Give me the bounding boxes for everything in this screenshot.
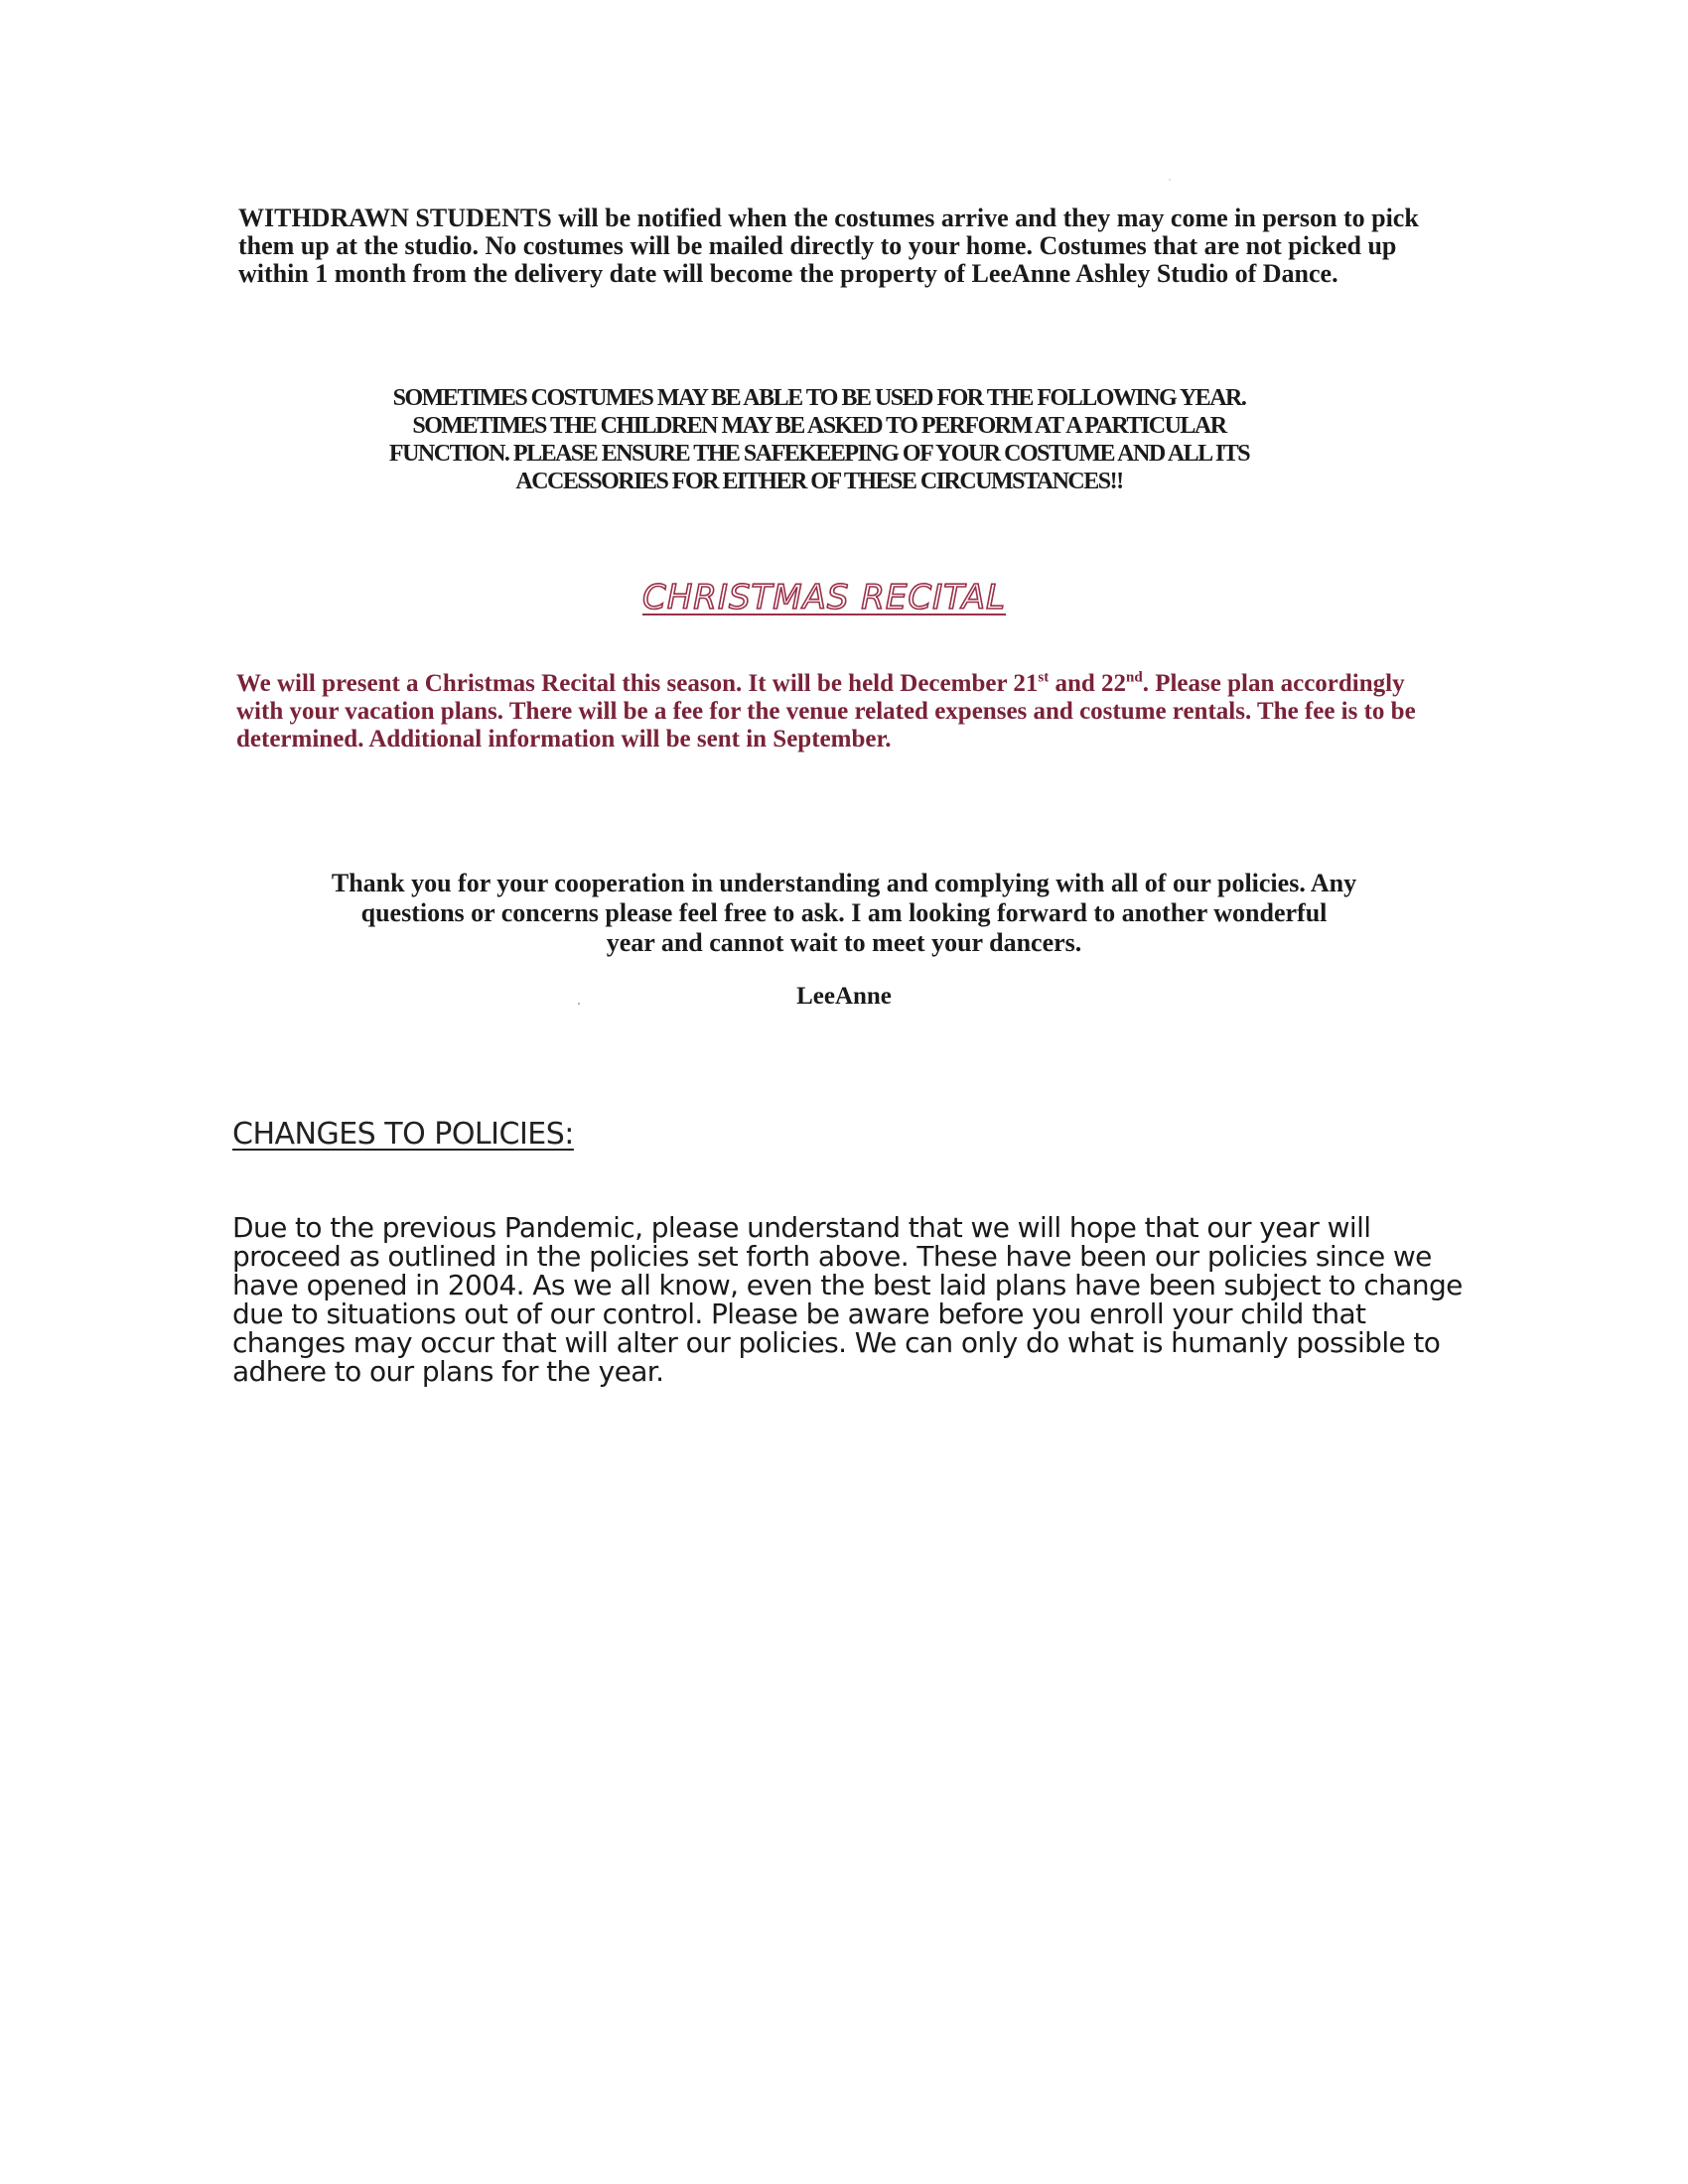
thank-you-line: year and cannot wait to meet your dancers. [606, 928, 1082, 957]
changes-to-policies-heading: CHANGES TO POLICIES: [232, 1117, 574, 1152]
safekeeping-line: SOMETIMES THE CHILDREN MAY BE ASKED TO PERFORM AT A PARTICULAR [412, 413, 1226, 439]
thank-you-line: questions or concerns please feel free to ask. I am looking forward to another wonderful [360, 898, 1328, 927]
scan-speck [578, 1003, 580, 1005]
recital-text-3: . Please plan accordingly with your vacation plans. There will be a fee for the venue related expenses and costume rentals. The fee is to be determined. Additional information will be sent in September. [236, 670, 1416, 752]
ordinal-nd: nd [1126, 669, 1143, 686]
signature: LeeAnne [796, 983, 892, 1010]
safekeeping-line: FUNCTION. PLEASE ENSURE THE SAFEKEEPING OF YOUR COSTUME AND ALL ITS [388, 441, 1250, 467]
recital-text-2: and 22 [1049, 670, 1127, 697]
safekeeping-line: ACCESSORIES FOR EITHER OF THESE CIRCUMSTANCES!! [515, 469, 1123, 494]
thank-you-line: Thank you for your cooperation in understanding and complying with all of our policies. Any [331, 869, 1357, 897]
recital-text-1: We will present a Christmas Recital this season. It will be held December 21 [236, 670, 1039, 697]
ordinal-st: st [1038, 669, 1050, 686]
christmas-recital-heading: CHRISTMAS RECITAL [641, 578, 1006, 617]
safekeeping-line: SOMETIMES COSTUMES MAY BE ABLE TO BE USED FOR THE FOLLOWING YEAR. [392, 385, 1246, 411]
changes-to-policies-body: Due to the previous Pandemic, please understand that we will hope that our year will proceed as outlined in the policies set forth above. These have been our policies since we have opened in 2004. As we all know, even the best laid plans have been subject to change due to situations out of our control. Please be aware before you enroll your child that changes may occur that will alter our policies. We can only do what is humanly possible to adhere to our plans for the year. [232, 1211, 1463, 1388]
christmas-recital-details [236, 670, 1458, 753]
scan-speck [1169, 179, 1171, 181]
costume-safekeeping-notice [248, 384, 1390, 495]
thank-you-message [228, 869, 1460, 958]
withdrawn-students-notice: WITHDRAWN STUDENTS will be notified when the costumes arrive and they may come in person to pick them up at the studio. No costumes will be mailed directly to your home. Costumes that are not picked up within 1 month from the delivery date will become the property of LeeAnne Ashley Studio of Dance. [238, 204, 1419, 288]
